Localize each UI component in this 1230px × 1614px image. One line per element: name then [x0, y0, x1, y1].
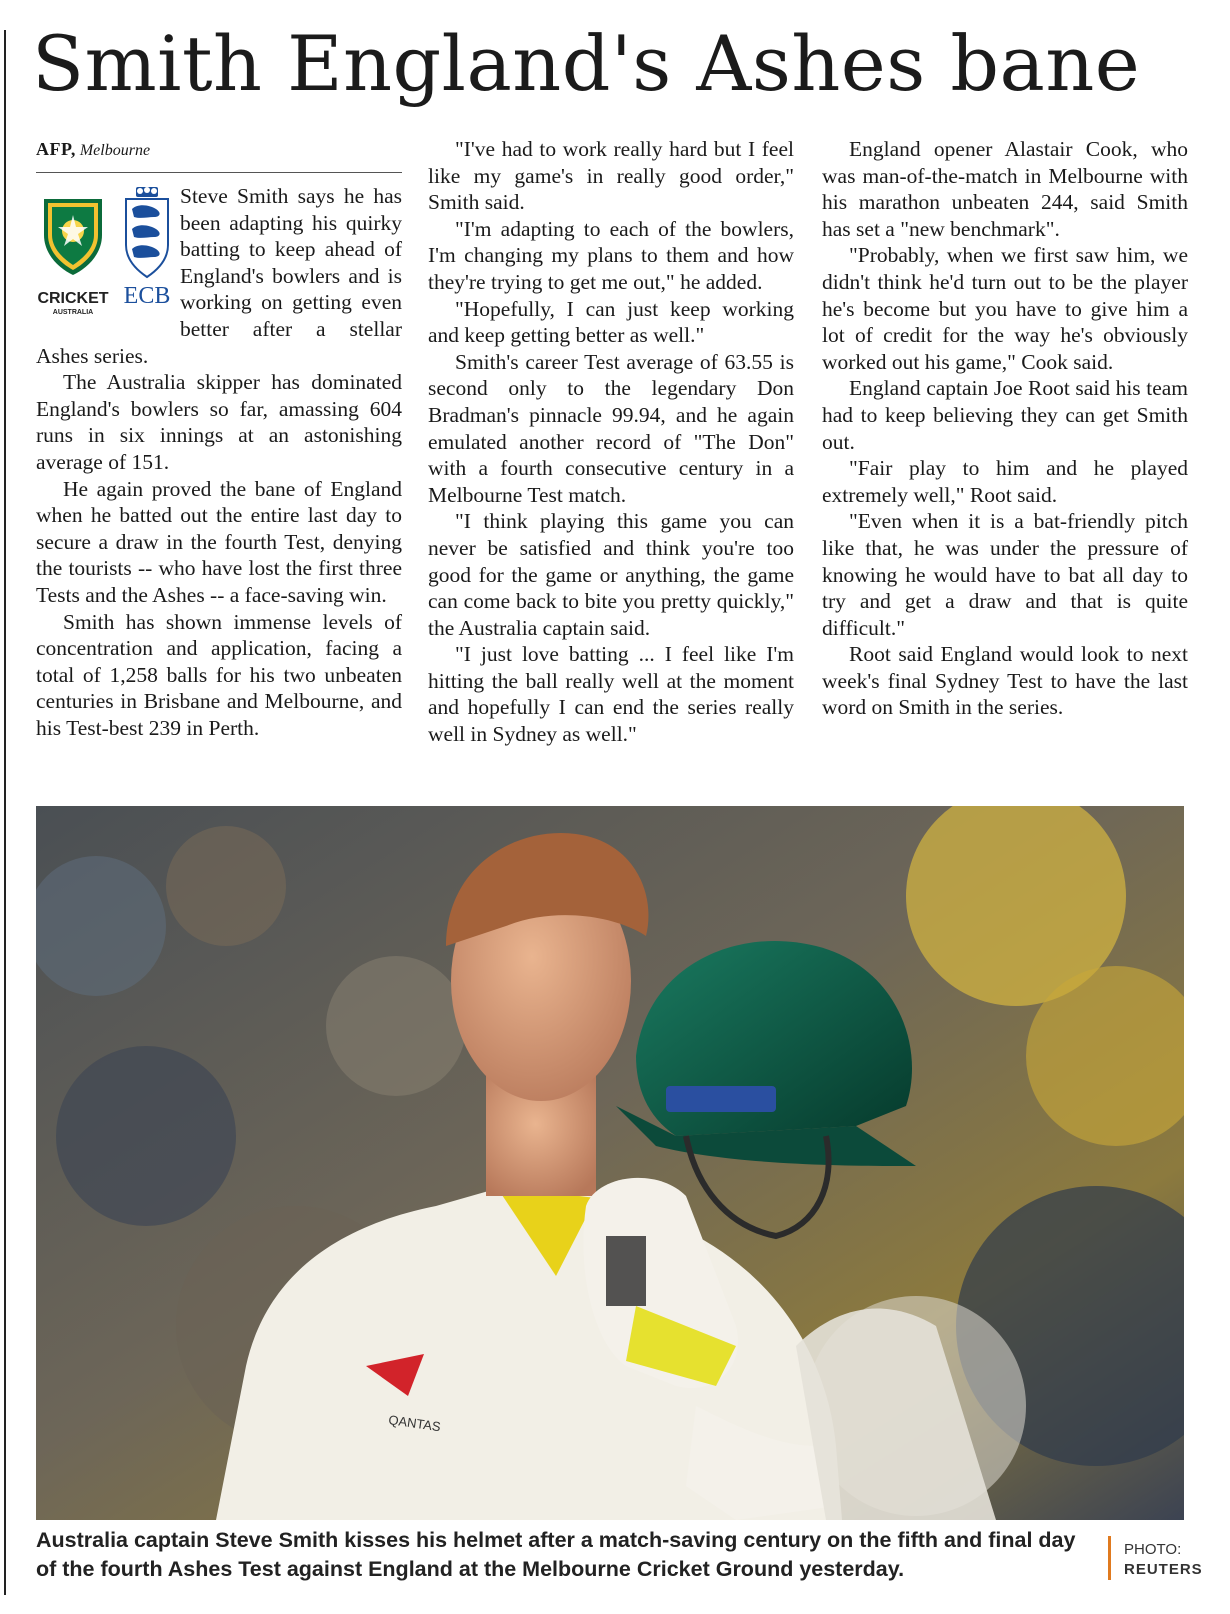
three-lions-crest-icon [120, 187, 174, 285]
col1-paragraph-4: Smith has shown immense levels of concentration and application, facing a total of 1,258 balls for his two unbeaten centuries in Brisbane and Melbourne, and his Test-best 239 in Perth. [36, 609, 402, 740]
col2-paragraph-6: "I just love batting ... I feel like I'm hitting the ball really well at the moment and hopefully I can end the series really well in Sydney as well." [428, 642, 794, 747]
cricket-australia-crest-icon [36, 195, 110, 281]
photo-credit-label: PHOTO: [1124, 1541, 1182, 1558]
byline [36, 136, 402, 173]
col2-paragraph-5: "I think playing this game you can never be satisfied and think you're too good for the game or anything, the game can come back to bite you pretty quickly," the Australia captain said. [428, 509, 794, 640]
article-column-3 [822, 136, 1188, 721]
col2-paragraph-4: Smith's career Test average of 63.55 is second only to the legendary Don Bradman's pinnacle 99.94, and he again emulated another record of "The Don" with a fourth consecutive century in a Melbourne Test match. [428, 349, 794, 507]
cricket-australia-logo [36, 195, 110, 317]
col3-paragraph-3: England captain Joe Root said his team had to keep believing they can get Smith out. [822, 376, 1188, 454]
photo-caption: Australia captain Steve Smith kisses his helmet after a match-saving century on the fifth and final day of the fourth Ashes Test against England at the Melbourne Cricket Ground yesterday. [36, 1528, 1076, 1581]
cricket-australia-sub: AUSTRALIA [52, 308, 94, 316]
col2-paragraph-3: "Hopefully, I can just keep working and keep getting better as well." [428, 296, 794, 348]
cricket-australia-name: CRICKET [37, 289, 109, 307]
col2-paragraph-2: "I'm adapting to each of the bowlers, I'm changing my plans to them and how they're trying to get me out," he added. [428, 216, 794, 294]
cricketer-photo [36, 806, 1184, 1520]
col1-paragraph-3: He again proved the bane of England when he batted out the entire last day to secure a draw in the fourth Test, denying the tourists -- who have lost the first three Tests and the Ashes -- a face-saving win. [36, 476, 402, 607]
article-column-1 [36, 136, 402, 741]
col3-paragraph-1: England opener Alastair Cook, who was man-of-the-match in Melbourne with his marathon unbeaten 244, said Smith has set a "new benchmark". [822, 137, 1188, 241]
col3-paragraph-4: "Fair play to him and he played extremely well," Root said. [822, 456, 1188, 507]
byline-source: AFP, [36, 139, 76, 159]
col1-paragraph-2: The Australia skipper has dominated England's bowlers so far, amassing 604 runs in six innings at an astonishing average of 151. [36, 370, 402, 474]
photo-credit [1124, 1540, 1214, 1580]
page-left-rule [4, 30, 6, 1595]
ecb-logo [120, 187, 174, 308]
ecb-name: ECB [123, 282, 171, 309]
smith-kissing-helmet-illustration [36, 806, 1184, 1520]
photo-credit-agency: REUTERS [1124, 1561, 1203, 1578]
shirt-sponsor-text: QANTAS [387, 1412, 442, 1435]
byline-location: Melbourne [79, 142, 151, 159]
headline: Smith England's Ashes bane [32, 19, 1141, 108]
col2-paragraph-1: "I've had to work really hard but I feel like my game's in really good order," Smith said. [428, 137, 794, 215]
col3-paragraph-5: "Even when it is a bat-friendly pitch like that, he was under the pressure of knowing he would have to bat all day to try and get a draw and that is quite difficult." [822, 509, 1188, 640]
team-logos [36, 187, 174, 333]
article-column-2 [428, 136, 794, 748]
credit-accent-bar [1108, 1536, 1111, 1580]
col3-paragraph-2: "Probably, when we first saw him, we didn't think he'd turn out to be the player he's become but you have to give him a lot of credit for the way he's obviously worked out his game," Cook said. [822, 243, 1188, 374]
col3-paragraph-6: Root said England would look to next week's final Sydney Test to have the last word on Smith in the series. [822, 642, 1188, 720]
col1-paragraph-1: Steve Smith says he has been adapting his quirky batting to keep ahead of England's bowlers and is working on getting even better after a stellar Ashes series. [36, 184, 402, 368]
